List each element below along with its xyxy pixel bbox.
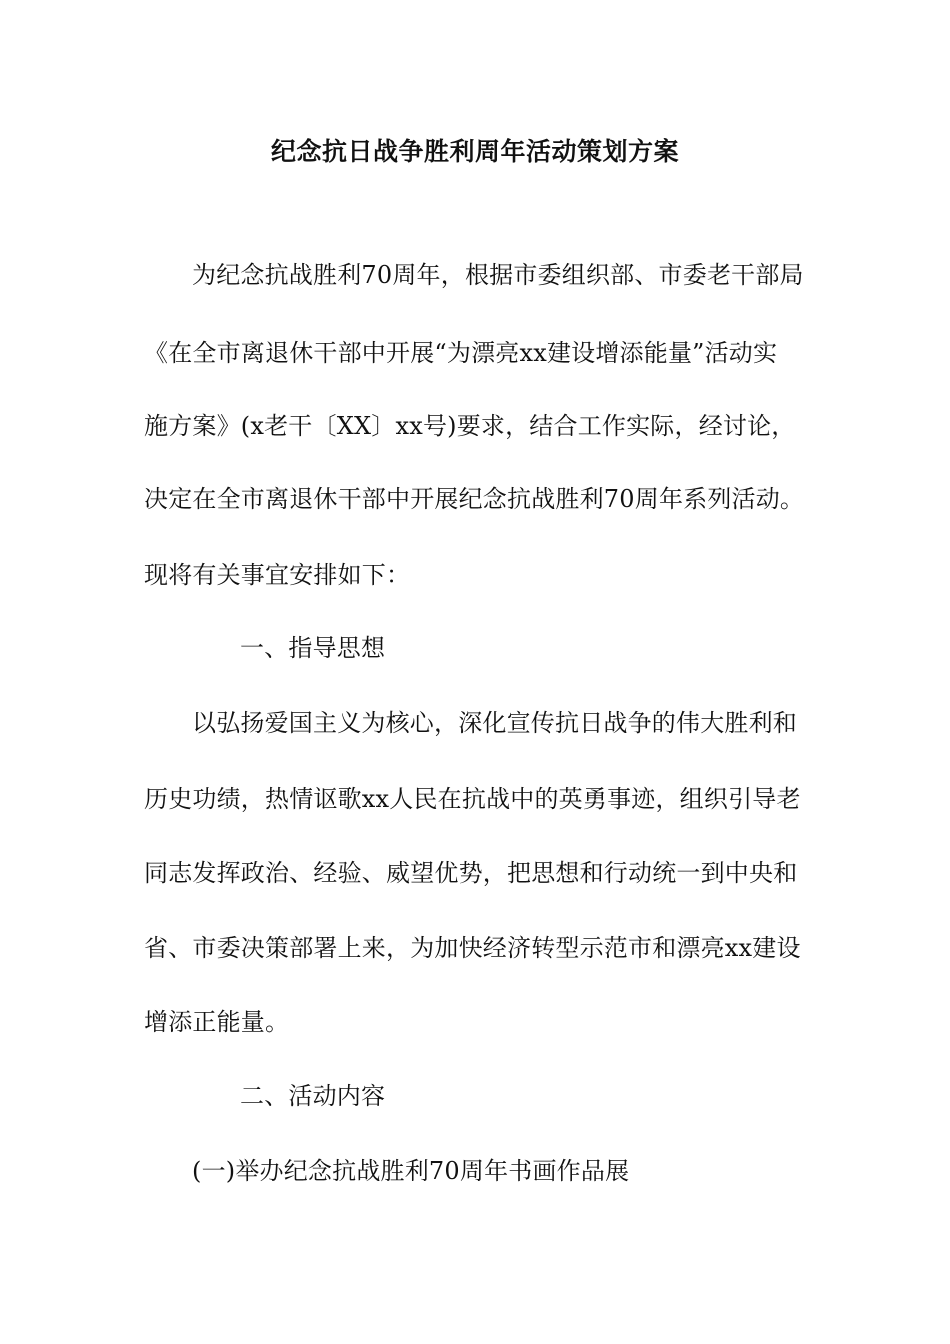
paragraph-line: 决定在全市离退休干部中开展纪念抗战胜利70周年系列活动。 bbox=[144, 485, 805, 513]
paragraph-line: 省、市委决策部署上来，为加快经济转型示范市和漂亮xx建设 bbox=[144, 934, 801, 962]
section-heading: 一、指导思想 bbox=[240, 634, 386, 662]
document-title: 纪念抗日战争胜利周年活动策划方案 bbox=[270, 137, 679, 166]
paragraph-line: 以弘扬爱国主义为核心，深化宣传抗日战争的伟大胜利和 bbox=[192, 709, 797, 737]
paragraph-line: 历史功绩，热情讴歌xx人民在抗战中的英勇事迹，组织引导老 bbox=[144, 785, 801, 813]
paragraph-line: 施方案》(x老干〔XX〕xx号)要求，结合工作实际，经讨论， bbox=[144, 412, 796, 440]
paragraph-line: 为纪念抗战胜利70周年，根据市委组织部、市委老干部局 bbox=[192, 261, 804, 289]
section-heading: 二、活动内容 bbox=[240, 1082, 386, 1110]
paragraph-line: 现将有关事宜安排如下： bbox=[144, 561, 411, 589]
paragraph-line: 增添正能量。 bbox=[144, 1008, 290, 1036]
paragraph-line: 《在全市离退休干部中开展“为漂亮xx建设增添能量”活动实 bbox=[144, 339, 778, 367]
subsection-heading: (一)举办纪念抗战胜利70周年书画作品展 bbox=[192, 1157, 630, 1185]
paragraph-line: 同志发挥政治、经验、威望优势，把思想和行动统一到中央和 bbox=[144, 859, 798, 887]
